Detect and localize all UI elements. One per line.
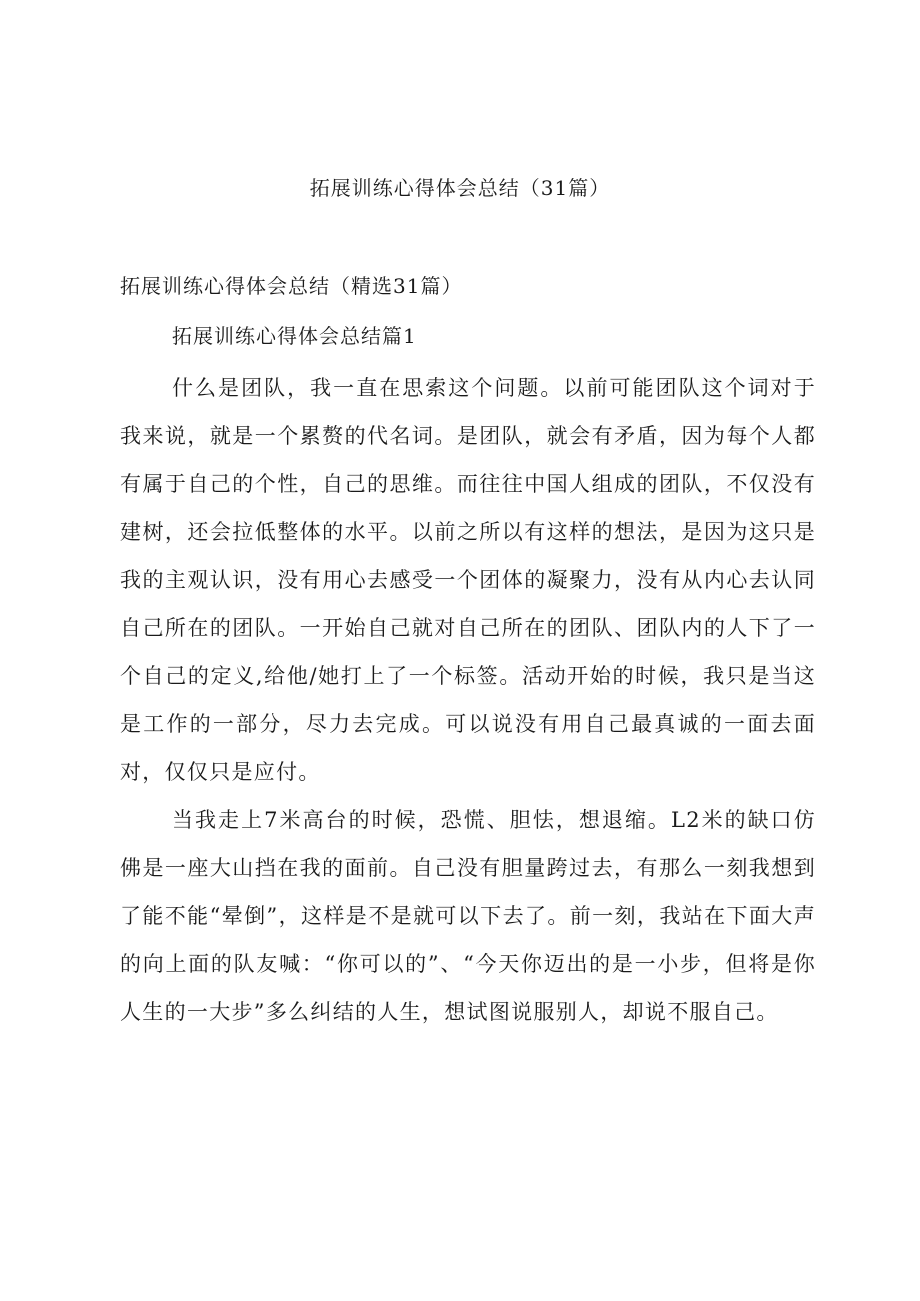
document-subtitle: 拓展训练心得体会总结（精选31篇） [120, 274, 463, 298]
section-heading: 拓展训练心得体会总结篇1 [172, 324, 417, 348]
body-paragraph: 什么是团队，我一直在思索这个问题。以前可能团队这个词对于我来说，就是一个累赘的代名词。是团队，就会有矛盾，因为每个人都有属于自己的个性，自己的思维。而往往中国人组成的团队，不仅没有建树，还会拉低整体的水平。以前之所以有这样的想法，是因为这只是我的主观认识，没有用心去感受一个团体的凝聚力，没有从内心去认同自己所在的团队。一开始自己就对自己所在的团队、团队内的人下了一个自己的定义,给他/她打上了一个标签。活动开始的时候，我只是当这是工作的一部分，尽力去完成。可以说没有用自己最真诚的一面去面对，仅仅只是应付。 [120, 376, 816, 784]
body-paragraph: 当我走上7米高台的时候，恐慌、胆怯，想退缩。L2米的缺口仿佛是一座大山挡在我的面前。自己没有胆量跨过去，有那么一刻我想到了能不能“晕倒”，这样是不是就可以下去了。前一刻，我站在下面大声的向上面的队友喊：“你可以的”、“今天你迈出的是一小步，但将是你人生的一大步”多么纠结的人生，想试图说服别人，却说不服自己。 [120, 808, 816, 1024]
document-title: 拓展训练心得体会总结（31篇） [309, 176, 611, 200]
